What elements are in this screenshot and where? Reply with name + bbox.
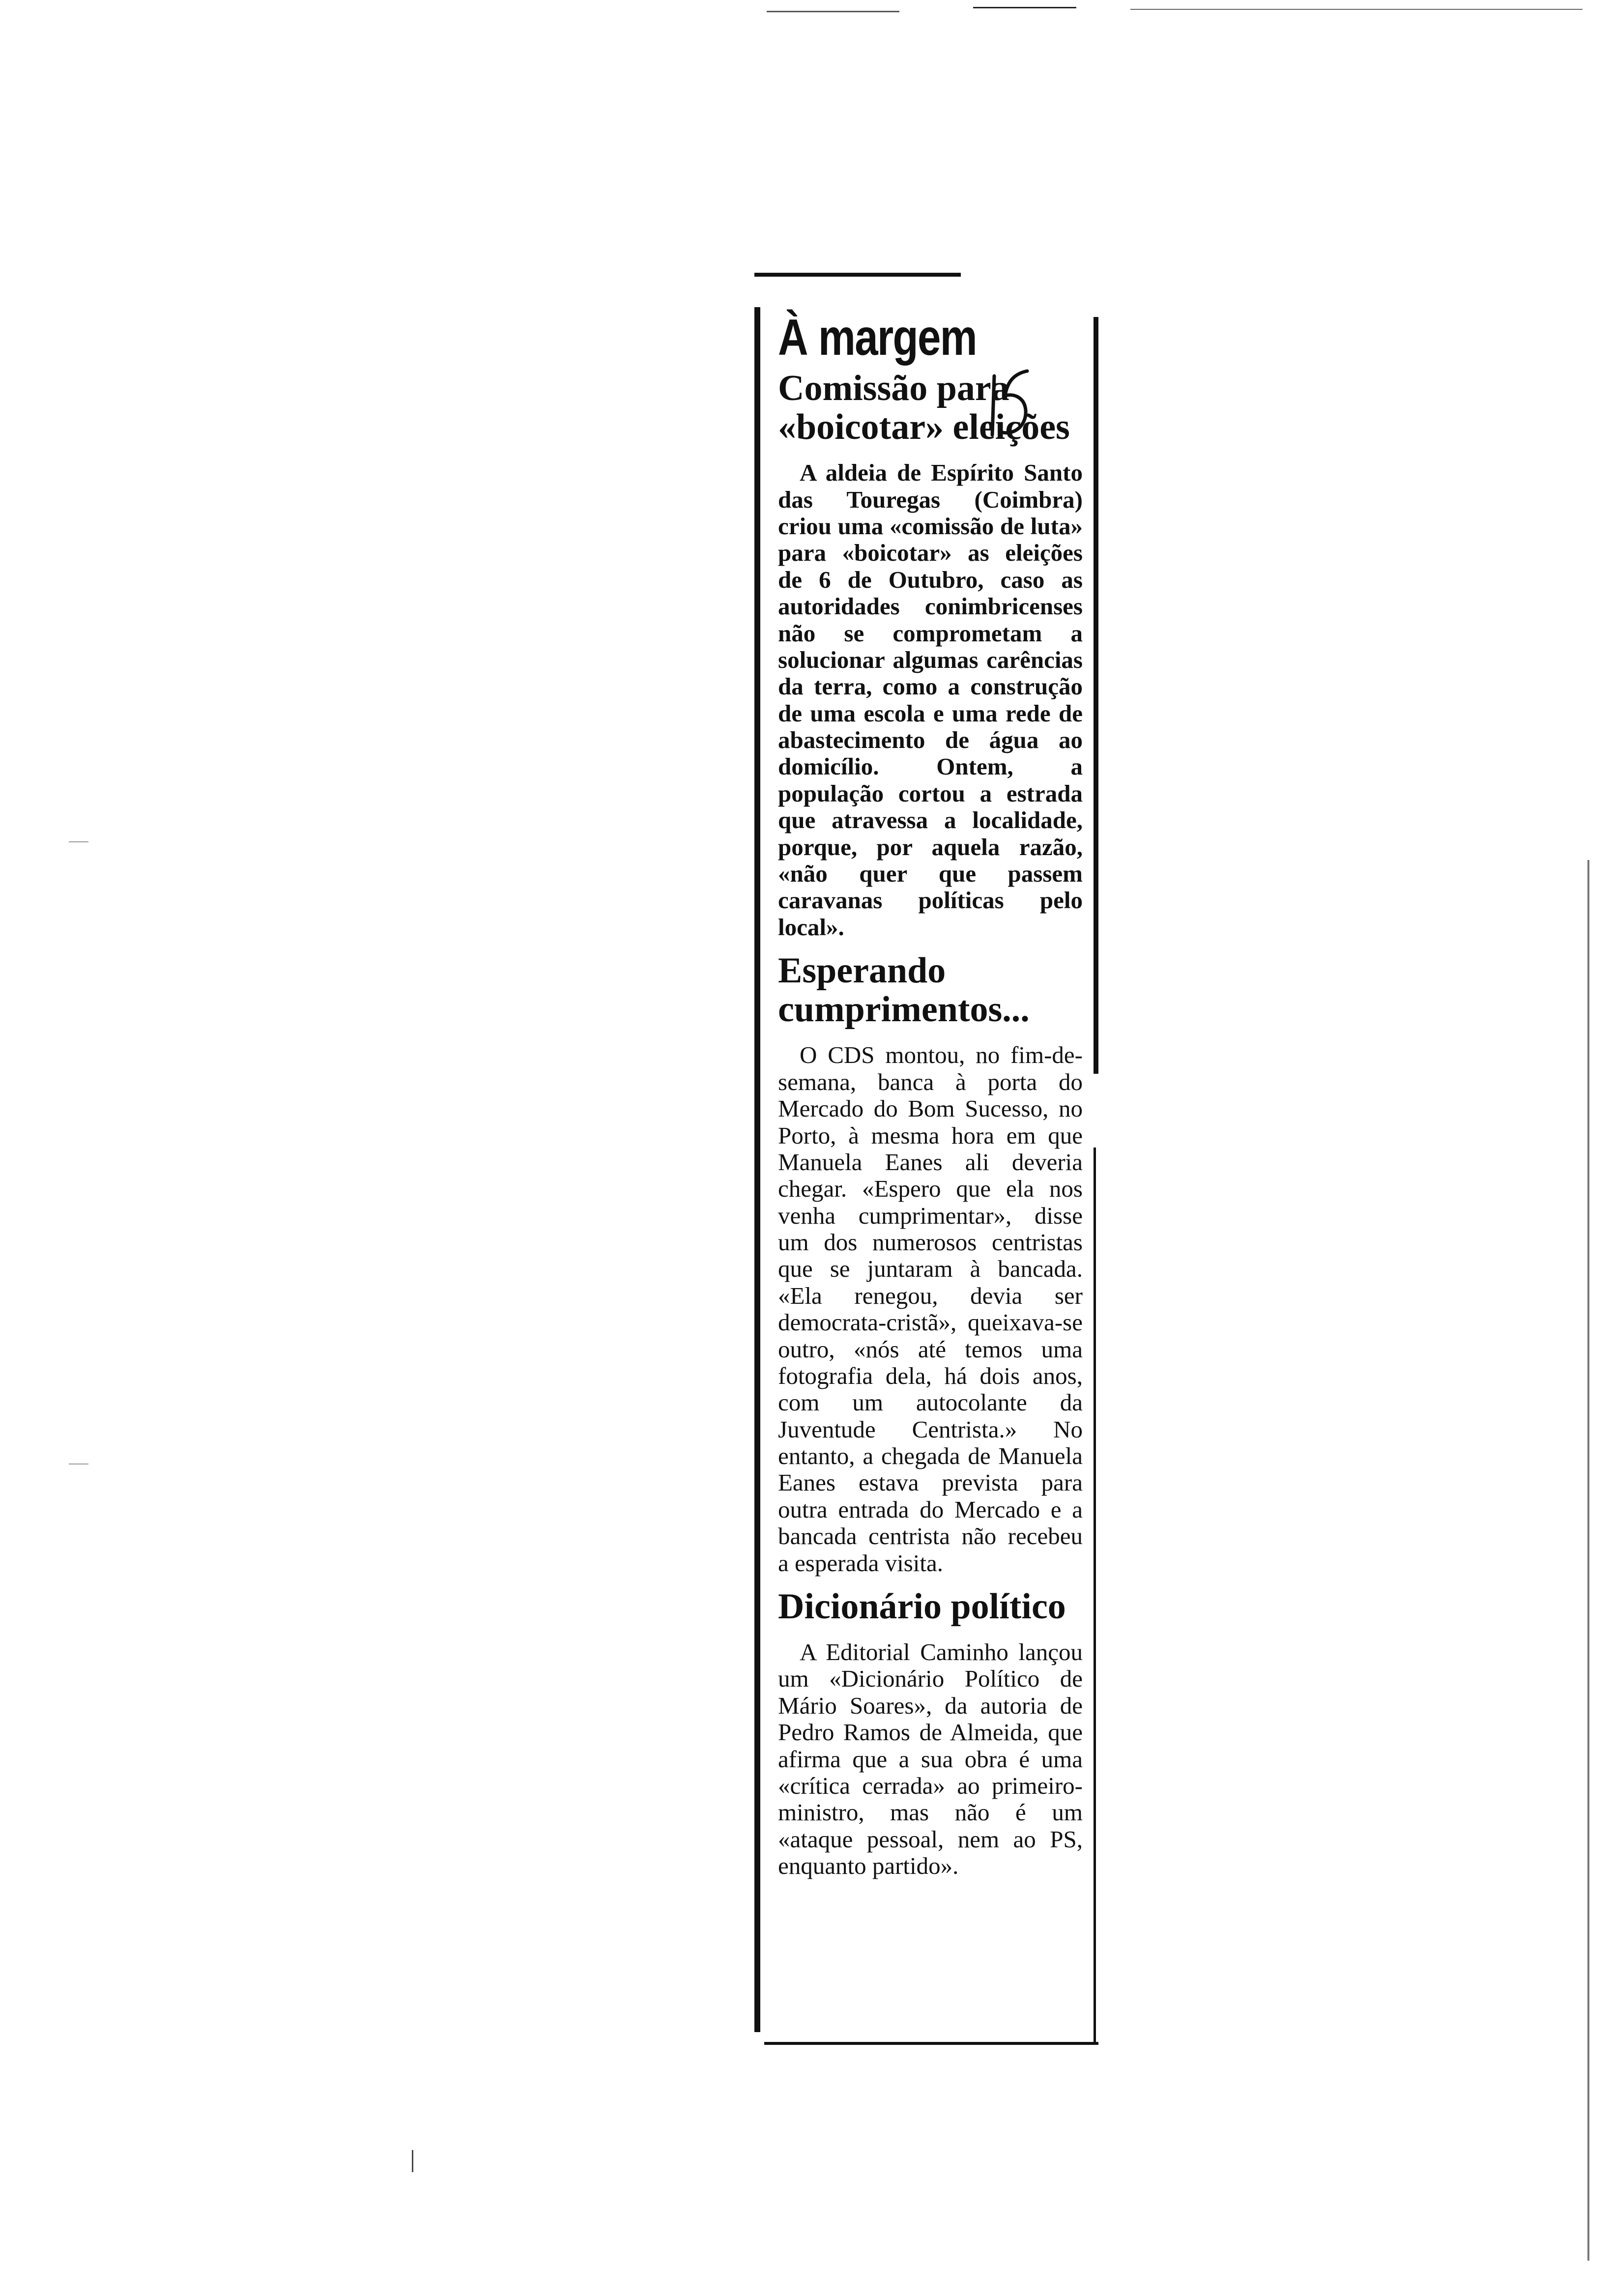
newspaper-clipping <box>754 273 1103 2052</box>
left-border <box>754 307 760 2032</box>
article-comissao <box>778 369 1083 941</box>
article-headline: Comissão para «boicotar» eleições <box>778 368 1070 448</box>
scan-artifact-top-rule-right <box>1130 9 1583 10</box>
article-headline: Esperando cumprimentos... <box>778 950 1030 1030</box>
article-body: A Editorial Caminho lançou um «Dicionário Político de Mário Soares», da autoria de Pedro Ramos de Almeida, que afirma que a sua obra é uma «crítica cerrada» ao primeiro-ministro, mas não é um «ataque pessoal, nem ao PS, enquanto partido». <box>778 1638 1083 1880</box>
article-headline: Dicionário político <box>778 1586 1066 1627</box>
scan-artifact-right-edge <box>1587 860 1589 2261</box>
scan-artifact-bottom-tick <box>412 2150 413 2172</box>
scan-artifact-top-rule-left <box>767 11 899 12</box>
right-border-lower <box>1094 1148 1096 2042</box>
section-kicker: À margem <box>778 309 977 366</box>
top-rule <box>754 273 961 277</box>
bottom-rule <box>764 2042 1098 2045</box>
article-esperando <box>778 951 1083 1577</box>
article-body: A aldeia de Espírito Santo das Touregas (Coimbra) criou uma «comissão de luta» para «boicotar» as eleições de 6 de Outubro, caso as autoridades conimbricenses não se comprometam a solucionar algumas carências da terra, como a construção de uma escola e uma rede de abastecimento de água ao domicílio. Ontem, a população cortou a estrada que atravessa a localidade, porque, por aquela razão, «não quer que passem caravanas políticas pelo local». <box>778 459 1083 941</box>
article-body: O CDS montou, no fim-de-semana, banca à porta do Mercado do Bom Sucesso, no Porto, à mesma hora em que Manuela Eanes ali deveria chegar. «Espero que ela nos venha cumprimentar», disse um dos numerosos centristas que se juntaram à bancada. «Ela renegou, devia ser democrata-cristã», queixava-se outro, «nós até temos uma fotografia dela, há dois anos, com um autocolante da Juventude Centrista.» No entanto, a chegada de Manuela Eanes estava prevista para outra entrada do Mercado e a bancada centrista não recebeu a esperada visita. <box>778 1041 1083 1577</box>
column-content <box>778 309 1083 1890</box>
scan-artifact-top-rule-mid <box>973 7 1076 8</box>
scan-artifact-left-tick <box>69 841 88 842</box>
article-dicionario <box>778 1587 1083 1880</box>
right-border <box>1094 317 1098 1074</box>
